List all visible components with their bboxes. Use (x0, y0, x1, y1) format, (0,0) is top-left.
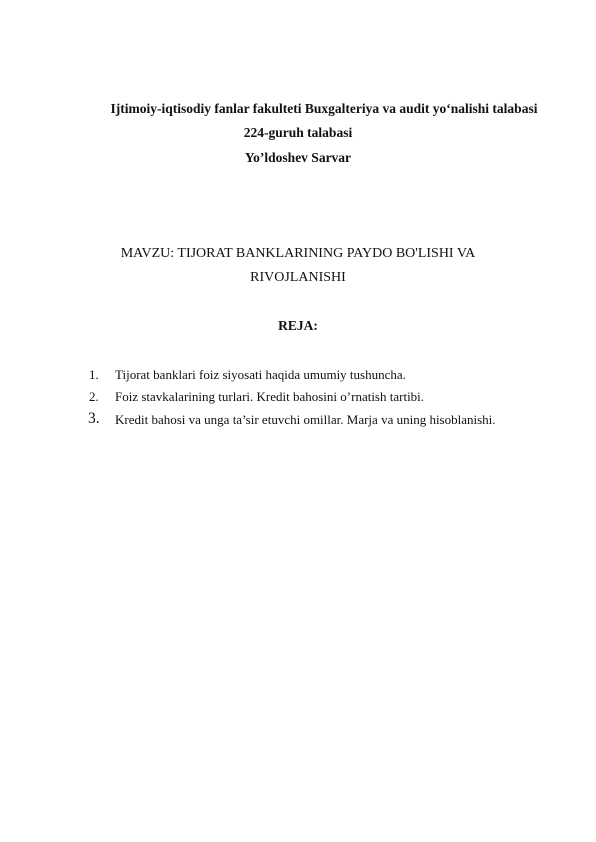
student-name: Yo’ldoshev Sarvar (244, 150, 352, 165)
plan-item-text: Tijorat banklari foiz siyosati haqida umumiy tushuncha. (115, 367, 406, 382)
group-line: 224-guruh talabasi (243, 125, 353, 140)
topic-line-2: RIVOJLANISHI (250, 270, 346, 285)
plan-heading: REJA: (278, 318, 318, 333)
plan-item-text: Kredit bahosi va unga ta’sir etuvchi omillar. Marja va uning hisoblanishi. (115, 412, 496, 427)
plan-item-number: 2. (89, 389, 99, 404)
plan-item-text: Foiz stavkalarining turlari. Kredit bahosini o’rnatish tartibi. (115, 389, 425, 404)
plan-item-number: 1. (89, 367, 99, 382)
plan-item-number: 3. (88, 410, 100, 427)
topic-line-1: MAVZU: TIJORAT BANKLARINING PAYDO BO'LISHI VA (120, 246, 476, 261)
faculty-line: Ijtimoiy-iqtisodiy fanlar fakulteti Buxgalteriya va audit yo‘nalishi talabasi (110, 101, 538, 116)
